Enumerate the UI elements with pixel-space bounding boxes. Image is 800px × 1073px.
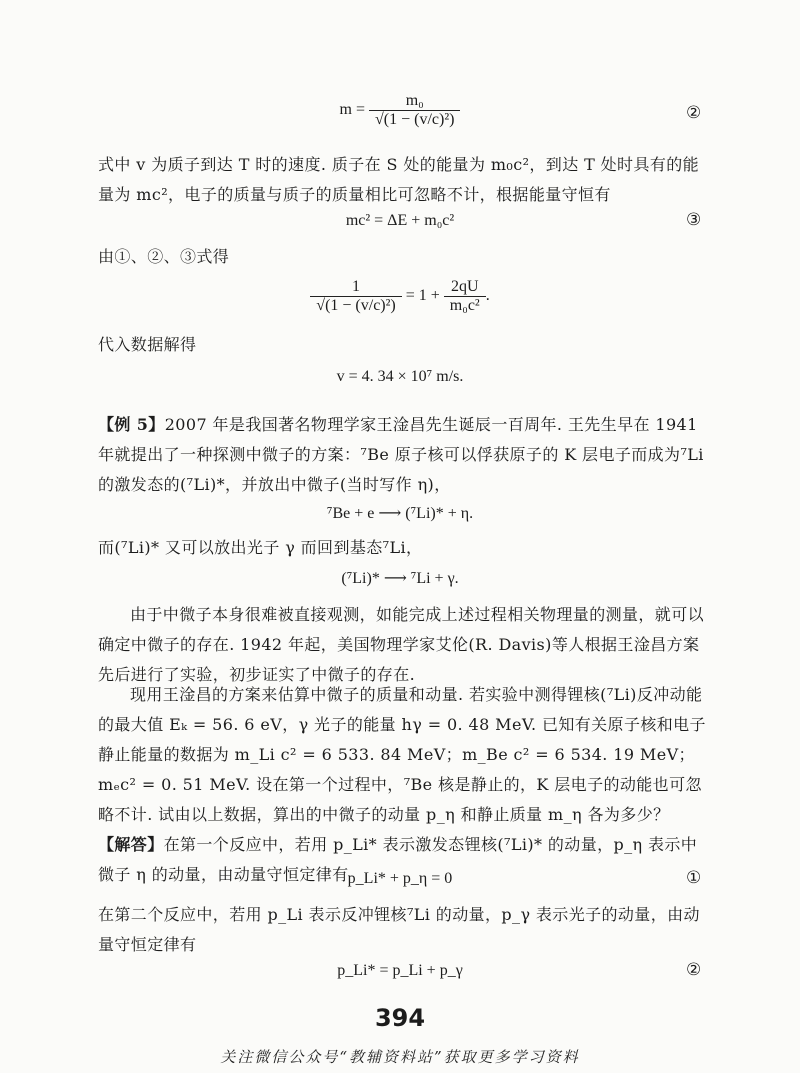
eq3-den2: m₀c² [449, 297, 480, 314]
paragraph-6: 现用王淦昌的方案来估算中微子的质量和动量. 若实验中测得锂核(⁷Li)反冲动能的最大值 Eₖ = 56. 6 eV，γ 光子的能量 hγ = 0. 48 MeV. 已知有关原子核和电子静止能量的数据为 m_Li c² = 6 533. 84 MeV；m_Be c² = 6 534. 19 MeV；mₑc² = 0. 51 MeV. 设在第一个过程中，⁷Be 核是静止的，K 层电子的动能也可忽略不计. 试由以上数据，算出的中微子的动量 p_η 和静止质量 m_η 各为多少？ [98, 685, 706, 824]
equation-reaction-1: ⁷Be + e ⟶ (⁷Li)* + η. [326, 505, 474, 522]
footer-note: 关注微信公众号“教辅资料站”获取更多学习资料 [220, 1048, 580, 1066]
eq2-number: ③ [686, 210, 702, 230]
eq3-num1: 1 [310, 278, 401, 297]
equation-reaction-2: (⁷Li)* ⟶ ⁷Li + γ. [341, 570, 459, 587]
eq3-fraction-left [310, 278, 401, 315]
eq3-num2: 2qU [444, 278, 486, 297]
example-5-text: 2007 年是我国著名物理学家王淦昌先生诞辰一百周年. 王先生早在 1941 年就提出了一种探测中微子的方案：⁷Be 原子核可以俘获原子的 K 层电子而成为⁷Li 的激发态的(⁷Li)*，并放出中微子(当时写作 η)， [98, 415, 704, 494]
paragraph-5: 由于中微子本身很难被直接观测，如能完成上述过程相关物理量的测量，就可以确定中微子的存在. 1942 年起，美国物理学家艾伦(R. Davis)等人根据王淦昌方案先后进行了实验，初步证实了中微子的存在. [98, 605, 705, 684]
eq3-end: . [485, 287, 490, 305]
eq3-den1: √(1 − (v/c)²) [316, 297, 396, 314]
paragraph-1: 式中 v 为质子到达 T 时的速度. 质子在 S 处的能量为 m₀c²，到达 T 处时具有的能量为 mc²，电子的质量与质子的质量相比可忽略不计，根据能量守恒有 [98, 155, 700, 204]
eq8-number: ② [686, 960, 702, 980]
example-5-tag: 【例 5】 [98, 415, 165, 434]
eq1-denominator: √(1 − (v/c)²) [375, 111, 455, 128]
paragraph-2: 由①、②、③式得 [98, 247, 230, 266]
eq1-fraction [369, 92, 460, 129]
eq3-mid: = 1 + [405, 287, 440, 305]
paragraph-7: 在第二个反应中，若用 p_Li 表示反冲锂核⁷Li 的动量，p_γ 表示光子的动量，由动量守恒定律有 [98, 905, 700, 954]
equation-velocity: v = 4. 34 × 10⁷ m/s. [336, 368, 464, 385]
eq1-lhs: m = [339, 101, 365, 119]
equation-energy: mc² = ΔE + m₀c² [345, 212, 455, 229]
answer-tag: 【解答】 [98, 835, 164, 854]
equation-mass [0, 92, 800, 129]
answer-text: 在第一个反应中，若用 p_Li* 表示激发态锂核(⁷Li)* 的动量，p_η 表示中微子 η 的动量，由动量守恒定律有 [98, 835, 698, 884]
paragraph-4: 而(⁷Li)* 又可以放出光子 γ 而回到基态⁷Li， [98, 538, 423, 557]
example-5 [98, 410, 706, 500]
paragraph-3: 代入数据解得 [98, 335, 197, 354]
page-number: 394 [374, 1004, 426, 1032]
equation-derived [0, 278, 800, 315]
eq3-fraction-right [444, 278, 486, 315]
eq1-number: ② [686, 103, 702, 123]
equation-momentum-2: p_Li* = p_Li + p_γ [337, 962, 463, 979]
equation-momentum-1: p_Li* + p_η = 0 [347, 870, 453, 887]
eq7-number: ① [686, 868, 702, 888]
eq1-numerator: m₀ [369, 92, 460, 111]
